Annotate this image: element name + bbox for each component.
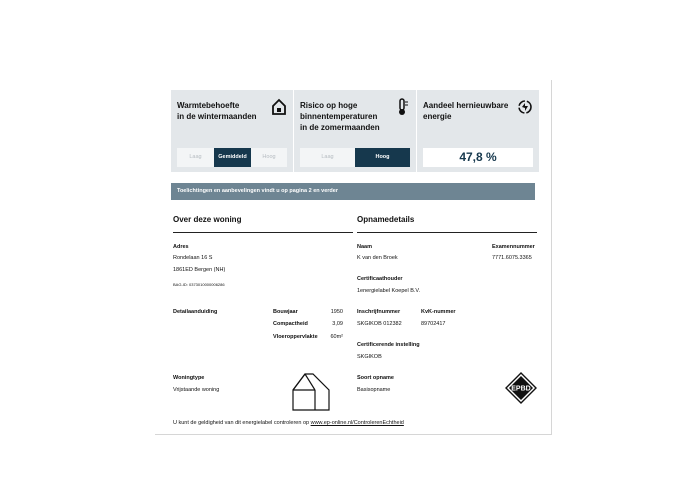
bouwjaar-label: Bouwjaar bbox=[273, 309, 298, 315]
card-title: Risico op hoge binnentemperaturen in de zomermaanden bbox=[300, 101, 380, 132]
exam-value: 7771.6075.3365 bbox=[492, 255, 532, 261]
option-laag: Laag bbox=[300, 148, 355, 167]
card-title: Warmtebehoefte in de wintermaanden bbox=[177, 101, 257, 121]
renewable-share-value: 47,8 % bbox=[423, 148, 533, 167]
naam-label: Naam bbox=[357, 244, 372, 250]
divider bbox=[357, 232, 537, 233]
footer-note bbox=[173, 420, 404, 426]
inschrijf-value: SKGIKOB 012382 bbox=[357, 321, 402, 327]
soort-value: Basisopname bbox=[357, 387, 391, 393]
option-laag: Laag bbox=[177, 148, 214, 167]
risico-selector bbox=[300, 148, 410, 167]
thermometer-icon bbox=[394, 98, 410, 116]
kvk-value: 89702417 bbox=[421, 321, 446, 327]
inschrijf-label: Inschrijfnummer bbox=[357, 309, 401, 315]
epbd-logo-text: EPBD bbox=[511, 385, 531, 393]
inst-value: SKGIKOB bbox=[357, 354, 382, 360]
footer-text: U kunt de geldigheid van dit energielabel controleren op bbox=[173, 420, 311, 426]
detached-house-icon bbox=[291, 370, 331, 412]
renewable-icon bbox=[517, 98, 533, 116]
card-risico bbox=[294, 90, 416, 172]
option-hoog: Hoog bbox=[251, 148, 287, 167]
section-title-woning: Over deze woning bbox=[173, 215, 242, 224]
soort-label: Soort opname bbox=[357, 375, 394, 381]
cert-holder-value: 1energielabel Koepel B.V. bbox=[357, 288, 421, 294]
epbd-logo bbox=[505, 372, 537, 404]
inst-label: Certificerende instelling bbox=[357, 342, 420, 348]
woningtype-label: Woningtype bbox=[173, 375, 205, 381]
address-line1: Rondelaan 16 S bbox=[173, 255, 213, 261]
vloer-label: Vloeroppervlakte bbox=[273, 334, 318, 340]
vloer-value: 60m² bbox=[330, 334, 343, 340]
cert-holder-label: Certificaathouder bbox=[357, 276, 403, 282]
compactheid-label: Compactheid bbox=[273, 321, 308, 327]
card-warmtebehoefte bbox=[171, 90, 293, 172]
exam-label: Examennummer bbox=[492, 244, 535, 250]
compactheid-value: 3,09 bbox=[332, 321, 343, 327]
verification-link[interactable]: www.ep-online.nl/ControlerenEchtheid bbox=[310, 420, 404, 426]
bag-id: BAG-ID: 0373010000006286 bbox=[173, 282, 225, 287]
option-hoog: Hoog bbox=[355, 148, 410, 167]
card-hernieuwbaar bbox=[417, 90, 539, 172]
energy-label-page bbox=[155, 80, 552, 435]
option-gemiddeld: Gemiddeld bbox=[214, 148, 251, 167]
divider bbox=[173, 232, 353, 233]
card-title: Aandeel hernieuwbare energie bbox=[423, 101, 509, 121]
house-icon bbox=[271, 98, 287, 116]
info-banner: Toelichtingen en aanbevelingen vindt u op pagina 2 en verder bbox=[171, 183, 535, 200]
section-title-opname: Opnamedetails bbox=[357, 215, 415, 224]
warmtebehoefte-selector bbox=[177, 148, 287, 167]
kvk-label: KvK-nummer bbox=[421, 309, 456, 315]
woningtype-value: Vrijstaande woning bbox=[173, 387, 220, 393]
bouwjaar-value: 1950 bbox=[330, 309, 343, 315]
address-line2: 1861ED Bergen (NH) bbox=[173, 267, 226, 273]
naam-value: K van den Broek bbox=[357, 255, 398, 261]
address-label: Adres bbox=[173, 244, 189, 250]
detail-label: Detailaanduiding bbox=[173, 309, 218, 315]
